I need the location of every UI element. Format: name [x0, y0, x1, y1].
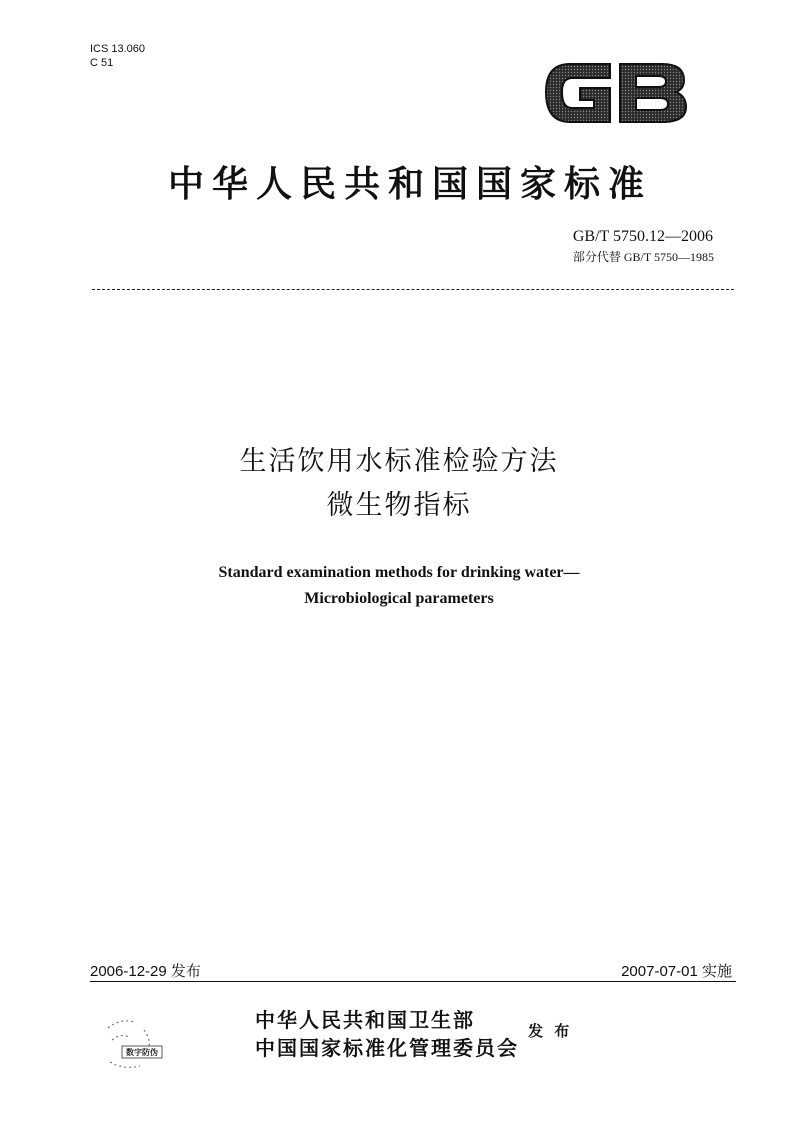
gb-logo-icon	[540, 56, 690, 130]
chinese-title-line1: 生活饮用水标准检验方法	[239, 446, 559, 477]
chinese-title	[0, 440, 798, 528]
implementation-date: 2007-07-01 实施	[621, 963, 732, 980]
anti-counterfeit-stamp-icon	[100, 1010, 170, 1080]
classification-codes	[90, 42, 145, 70]
document-number-block	[573, 228, 714, 265]
footer-divider	[90, 981, 736, 982]
ccs-code: C 51	[90, 57, 114, 69]
publish-label: 发 布	[528, 1022, 573, 1040]
issuing-authorities	[255, 1006, 519, 1062]
issue-date: 2006-12-29 发布	[90, 963, 201, 980]
document-code: GB/T 5750.12—2006	[572, 228, 714, 245]
header-divider	[92, 289, 734, 290]
chinese-title-line2: 微生物指标	[326, 490, 472, 521]
issuer-sac: 中国国家标准化管理委员会	[255, 1036, 519, 1060]
english-title-line2: Microbiological parameters	[304, 590, 494, 607]
svg-text:数字防伪: 数字防伪	[126, 1048, 158, 1057]
replaces-note: 部分代替 GB/T 5750—1985	[572, 250, 714, 264]
issuer-ministry-of-health: 中华人民共和国卫生部	[255, 1008, 475, 1032]
english-title	[0, 560, 798, 612]
ics-code: ICS 13.060	[90, 43, 146, 55]
standard-type-title: 中华人民共和国国家标准	[167, 163, 652, 205]
english-title-line1: Standard examination methods for drinking water—	[218, 564, 580, 581]
